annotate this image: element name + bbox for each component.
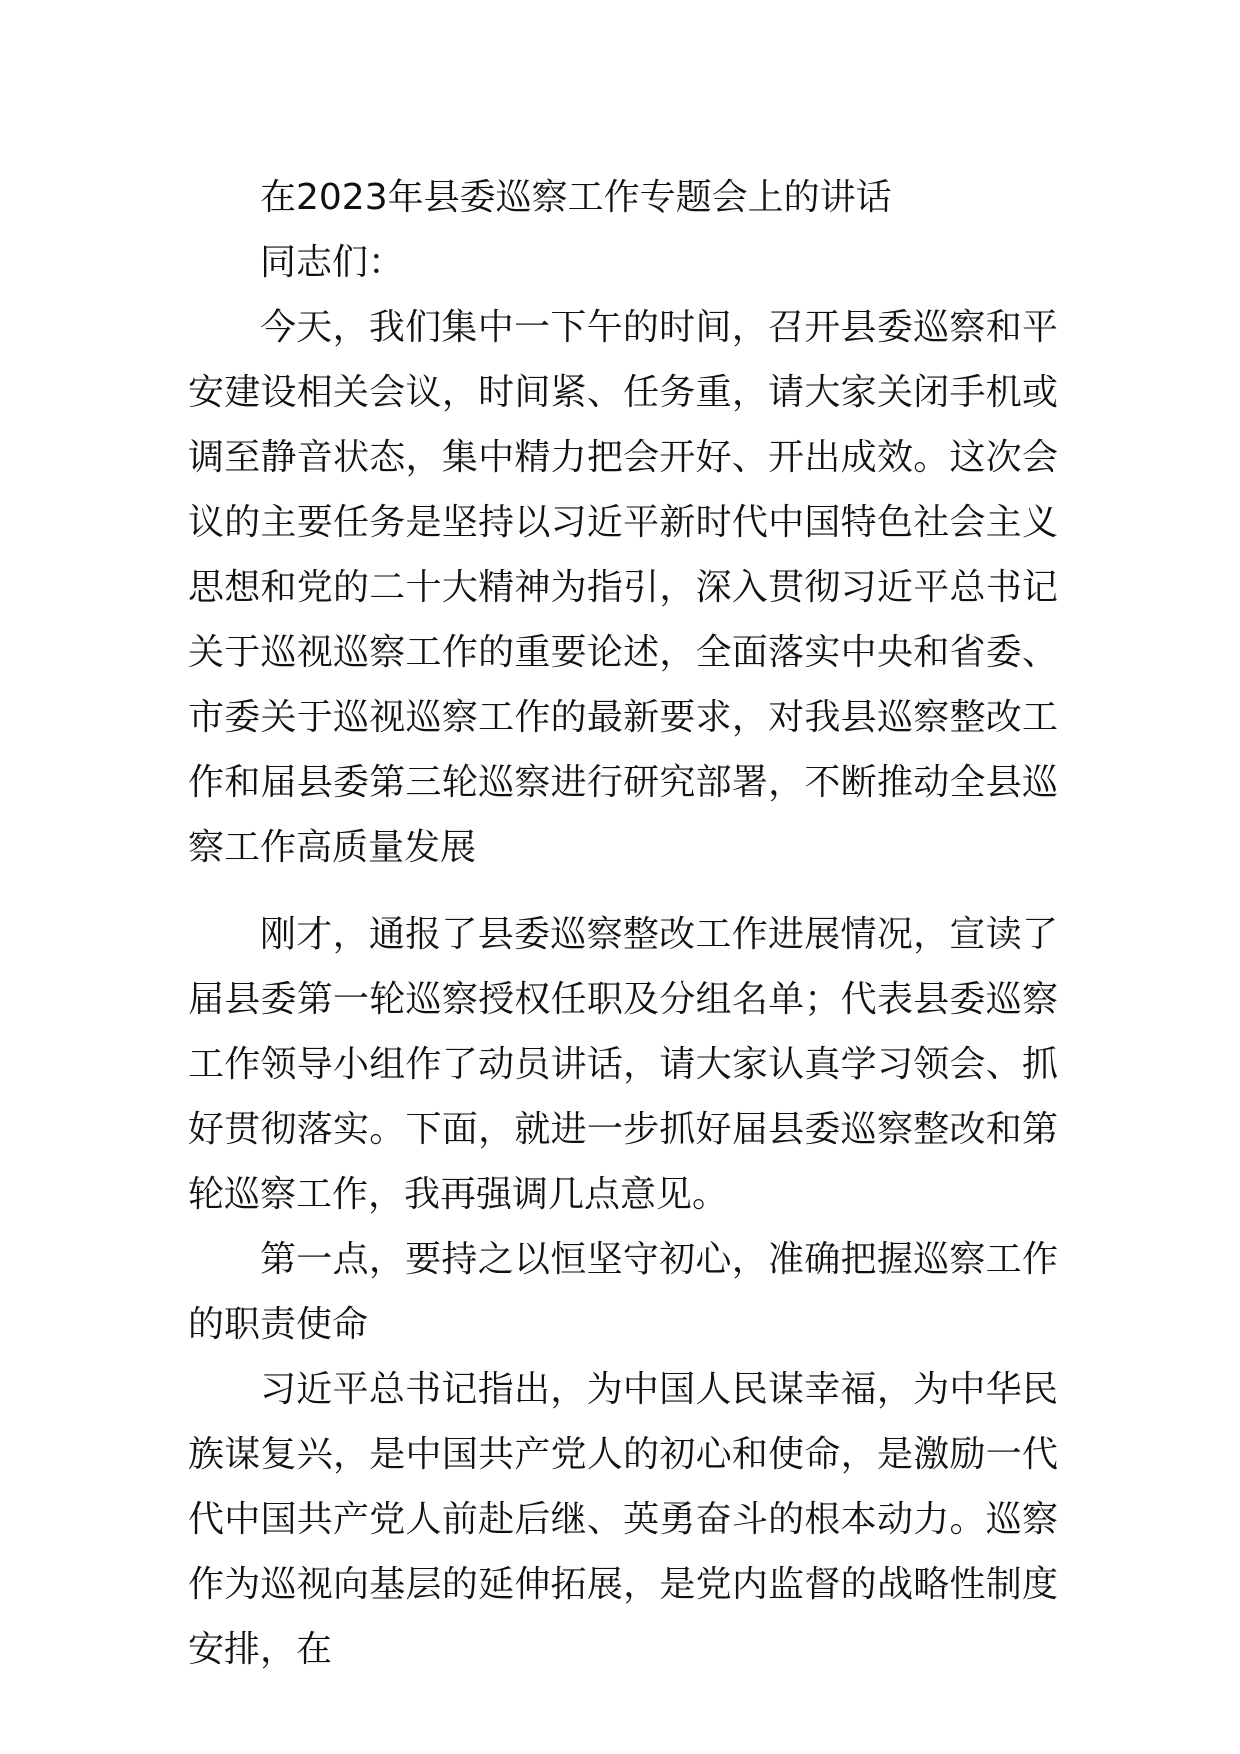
- paragraph-review: 刚才，通报了县委巡察整改工作进展情况，宣读了届县委第一轮巡察授权任职及分组名单；代表县委巡察工作领导小组作了动员讲话，请大家认真学习领会、抓好贯彻落实。下面，就进一步抓好届县委巡察整改和第轮巡察工作，我再强调几点意见。: [188, 914, 1058, 1215]
- paragraph-opening: 今天，我们集中一下午的时间，召开县委巡察和平安建设相关会议，时间紧、任务重，请大家关闭手机或调至静音状态，集中精力把会开好、开出成效。这次会议的主要任务是坚持以习近平新时代中国特色社会主义思想和党的二十大精神为指引，深入贯彻习近平总书记关于巡视巡察工作的重要论述，全面落实中央和省委、市委关于巡视巡察工作的最新要求，对我县巡察整改工作和届县委第三轮巡察进行研究部署，不断推动全县巡察工作高质量发展: [188, 307, 1058, 868]
- document-title: 在2023年县委巡察工作专题会上的讲话: [260, 177, 892, 218]
- section-heading-1: 第一点，要持之以恒坚守初心，准确把握巡察工作的职责使命: [188, 1239, 1058, 1345]
- salutation: 同志们：: [260, 242, 405, 283]
- document-body: [188, 165, 1058, 1682]
- paragraph-body: 习近平总书记指出，为中国人民谋幸福，为中华民族谋复兴，是中国共产党人的初心和使命，是激励一代代中国共产党人前赴后继、英勇奋斗的根本动力。巡察作为巡视向基层的延伸拓展，是党内监督的战略性制度安排，在: [188, 1369, 1058, 1670]
